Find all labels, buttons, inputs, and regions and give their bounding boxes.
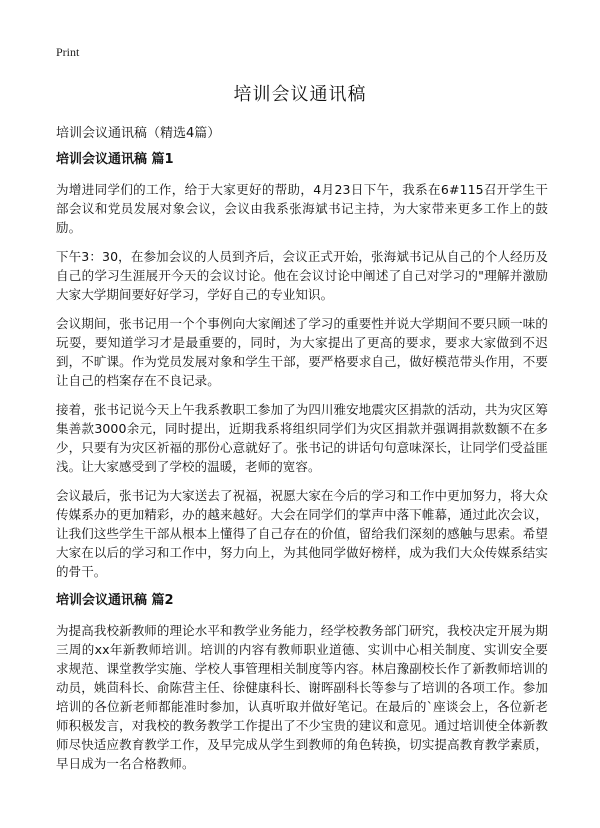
paragraph: 为增进同学们的工作，给于大家更好的帮助，4月23日下午，我系在6#115召开学生干部会议和党员发展对象会议，会议由我系张海斌书记主持，为大家带来更多工作上的鼓励。 (56, 182, 548, 235)
document-subtitle: 培训会议通讯稿（精选4篇） (56, 126, 221, 141)
paragraph: 会议期间，张书记用一个个事例向大家阐述了学习的重要性并说大学期间不要只顾一味的玩耍，要知道学习才是最重要的，同时，为大家提出了更高的要求，要求大家做到不迟到，不旷课。作为党员发展对象和学生干部，要严格要求自己，做好模范带头作用，不要让自己的档案存在不良记录。 (56, 316, 548, 388)
document-title: 培训会议通讯稿 (233, 84, 367, 105)
section-2 (56, 591, 548, 773)
paragraph: 接着，张书记说今天上午我系教职工参加了为四川雅安地震灾区捐款的活动，共为灾区筹集善款3000余元，同时提出，近期我系将组织同学们为灾区捐款并强调捐款数额不在多少，只要有为灾区祈福的那份心意就好了。张书记的讲话句句意味深长，让同学们受益匪浅。让大家感受到了学校的温暖，老师的宽容。 (56, 402, 548, 474)
paragraph: 为提高我校新教师的理论水平和教学业务能力，经学校教务部门研究，我校决定开展为期三周的xx年新教师培训。培训的内容有教师职业道德、实训中心相关制度、实训安全要求规范、课堂教学实施、学校人事管理相关制度等内容。林启豫副校长作了新教师培训的动员，姚茴科长、俞陈营主任、徐健康科长、谢晖副科长等参与了培训的各项工作。参加培训的各位新老师都能准时参加，认真听取并做好笔记。在最后的`座谈会上，各位新老师积极发言，对我校的教务教学工作提出了不少宝贵的建议和意见。通过培训使全体新教师尽快适应教育教学工作，及早完成从学生到教师的角色转换，切实提高教育教学素质，早日成为一名合格教师。 (56, 623, 548, 771)
print-link[interactable]: Print (56, 45, 80, 59)
document-content (56, 150, 548, 783)
paragraph: 会议最后，张书记为大家送去了祝福，祝愿大家在今后的学习和工作中更加努力，将大众传媒系办的更加精彩，办的越来越好。大会在同学们的掌声中落下帷幕，通过此次会议，让我们这些学生干部从根本上懂得了自己存在的价值，留给我们深刻的感触与思索。希望大家在以后的学习和工作中，努力向上，为其他同学做好榜样，成为我们大众传媒系结实的骨干。 (56, 488, 548, 579)
section-1 (56, 150, 548, 581)
section-heading: 培训会议通讯稿 篇1 (56, 152, 174, 167)
paragraph: 下午3：30，在参加会议的人员到齐后，会议正式开始，张海斌书记从自己的个人经历及自己的学习生涯展开今天的会议讨论。他在会议讨论中阐述了自己对学习的"理解并激励大家大学期间要好好学习，学好自己的专业知识。 (56, 249, 548, 302)
section-heading: 培训会议通讯稿 篇2 (56, 593, 174, 608)
